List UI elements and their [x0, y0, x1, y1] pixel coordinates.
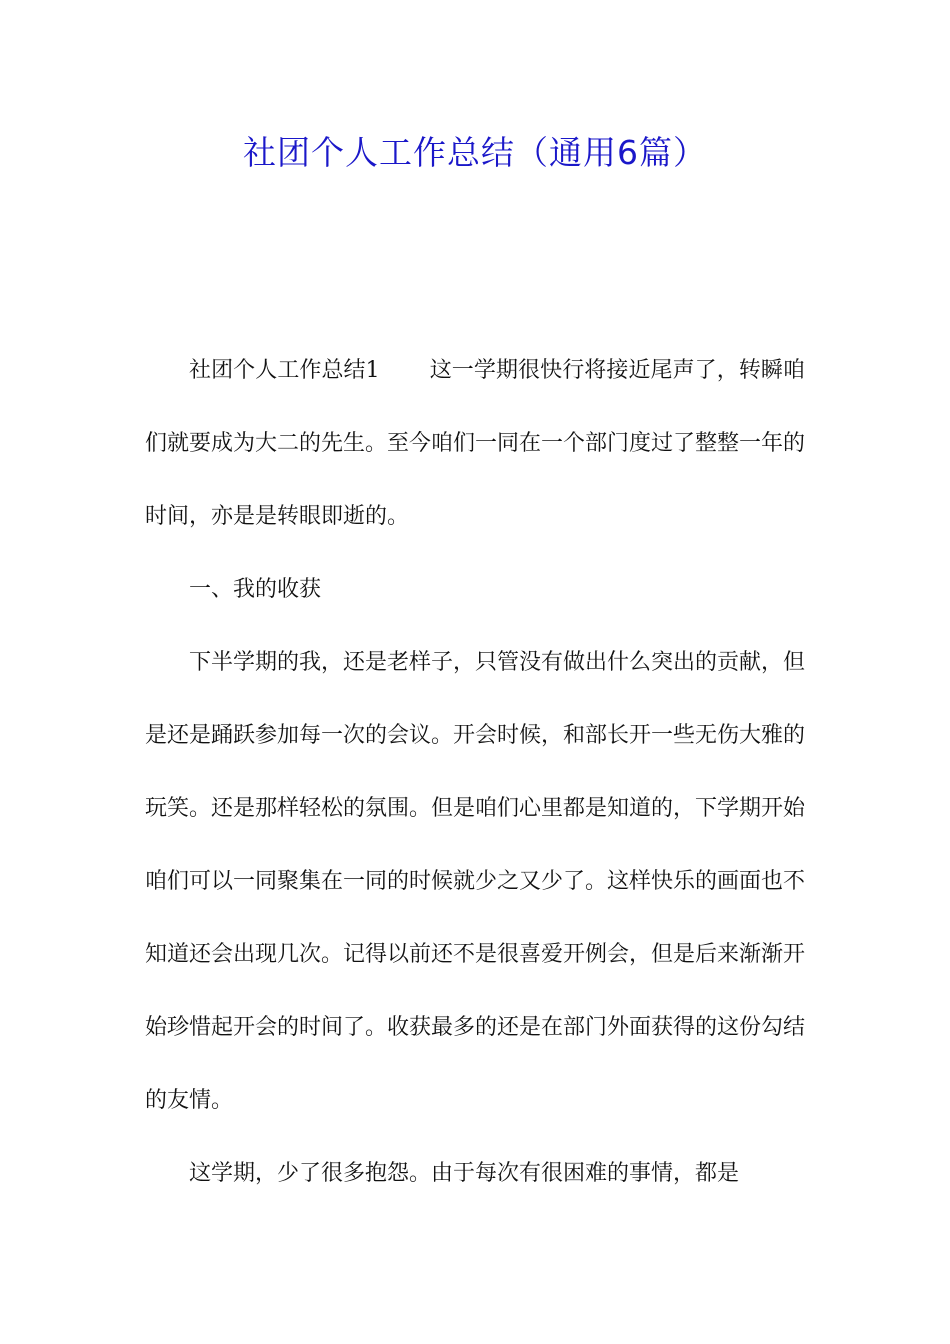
paragraph-text: 这一学期很快行将接近尾声了，转瞬咱们就要成为大二的先生。至今咱们一同在一个部门度过了整整一年的时间，亦是是转眼即逝的。 — [145, 358, 806, 529]
paragraph-2: 一、我的收获 — [189, 577, 322, 602]
document-body — [145, 334, 805, 1210]
section-heading: 社团个人工作总结1 — [189, 358, 380, 383]
paragraph-4: 这学期，少了很多抱怨。由于每次有很困难的事情，都是 — [189, 1161, 740, 1186]
paragraph-1 — [145, 334, 805, 553]
document-title: 社团个人工作总结（通用6篇） — [243, 133, 707, 172]
paragraph-3: 下半学期的我，还是老样子，只管没有做出什么突出的贡献，但是还是踊跃参加每一次的会议。开会时候，和部长开一些无伤大雅的玩笑。还是那样轻松的氛围。但是咱们心里都是知道的，下学期开始咱们可以一同聚集在一同的时候就少之又少了。这样快乐的画面也不知道还会出现几次。记得以前还不是很喜爱开例会，但是后来渐渐开始珍惜起开会的时间了。收获最多的还是在部门外面获得的这份勾结的友情。 — [145, 650, 806, 1113]
